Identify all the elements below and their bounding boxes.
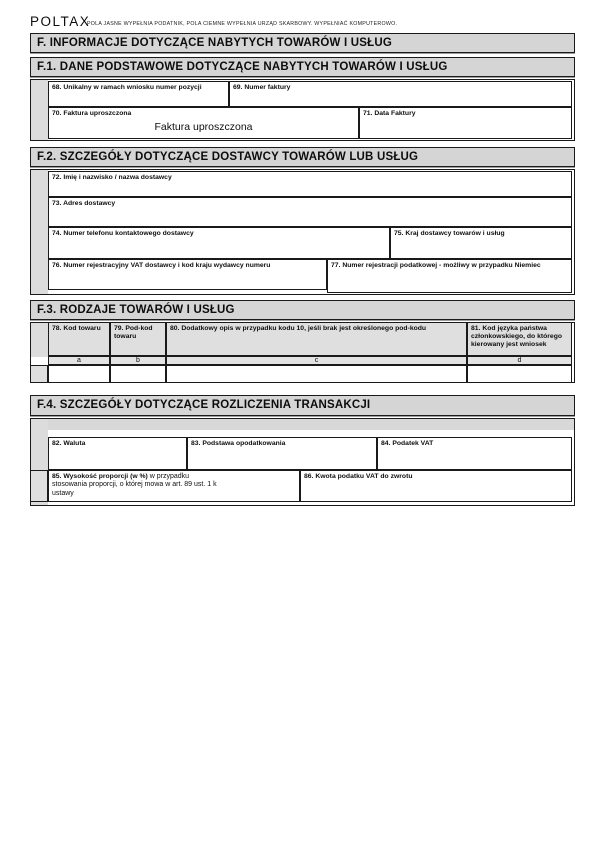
f3-letter-c: c — [314, 357, 319, 364]
field-76[interactable] — [48, 259, 327, 290]
field-86-label: 86. Kwota podatku VAT do zwrotu — [304, 473, 413, 480]
f3-col-81-label: 81. Kod języka państwa członkowskiego, do którego kierowany jest wniosek — [471, 325, 563, 349]
field-85-label — [49, 471, 225, 498]
field-74[interactable] — [48, 227, 390, 259]
office-strip-f1 — [31, 80, 48, 140]
f3-letter-d: d — [517, 357, 522, 364]
field-75-label: 75. Kraj dostawcy towarów i usług — [394, 230, 505, 237]
field-84[interactable] — [377, 437, 572, 470]
f3-col-79-label: 79. Pod-kod towaru — [114, 325, 153, 341]
field-83-label: 83. Podstawa opodatkowania — [191, 440, 286, 447]
field-69-label: 69. Numer faktury — [233, 84, 291, 91]
f3-col-78-label: 78. Kod towaru — [52, 325, 101, 332]
f3-letter-a: a — [77, 357, 81, 364]
f4-office-cell — [30, 470, 48, 502]
f3-col-80-header — [166, 322, 467, 356]
f3-col-80-label: 80. Dodatkowy opis w przypadku kodu 10, jeśli brak jest określonego pod-kodu — [170, 325, 427, 332]
form-instructions: POLA JASNE WYPEŁNIA PODATNIK, POLA CIEMNE WYPEŁNIA URZĄD SKARBOWY. WYPEŁNIAĆ KOMPUTEROWO. — [87, 21, 398, 27]
field-71[interactable] — [359, 107, 572, 139]
field-82-label: 82. Waluta — [52, 440, 86, 447]
field-70[interactable] — [48, 107, 359, 139]
office-strip-f2 — [31, 170, 48, 294]
field-77[interactable] — [327, 259, 572, 293]
field-74-label: 74. Numer telefonu kontaktowego dostawcy — [52, 230, 194, 237]
f3-letter-b-cell — [110, 356, 166, 365]
f3-letter-c-cell — [166, 356, 467, 365]
field-70-label: 70. Faktura uproszczona — [52, 110, 132, 117]
field-83[interactable] — [187, 437, 377, 470]
f3-col-81-header — [467, 322, 572, 356]
f3-letter-d-cell — [467, 356, 572, 365]
field-73-label: 73. Adres dostawcy — [52, 200, 116, 207]
f3-data-cell-b[interactable] — [110, 365, 166, 383]
f3-letter-a-cell — [48, 356, 110, 365]
f3-data-cell-a[interactable] — [48, 365, 110, 383]
field-71-label: 71. Data Faktury — [363, 110, 416, 117]
field-69[interactable] — [229, 81, 572, 107]
field-86[interactable] — [300, 470, 572, 502]
field-72-label: 72. Imię i nazwisko / nazwa dostawcy — [52, 174, 172, 181]
f4-office-band — [31, 419, 574, 430]
office-strip-f3 — [31, 323, 48, 357]
f3-col-79-header — [110, 322, 166, 356]
field-76-label: 76. Numer rejestracyjny VAT dostawcy i kod kraju wydawcy numeru — [52, 262, 271, 269]
section-f2-header: F.2. SZCZEGÓŁY DOTYCZĄCE DOSTAWCY TOWARÓW LUB USŁUG — [30, 147, 575, 167]
field-85-label-bold: 85. Wysokość proporcji (w %) — [52, 473, 148, 480]
field-75[interactable] — [390, 227, 572, 259]
section-f3-header: F.3. RODZAJE TOWARÓW I USŁUG — [30, 300, 575, 320]
field-73[interactable] — [48, 197, 572, 227]
section-f-header: F. INFORMACJE DOTYCZĄCE NABYTYCH TOWARÓW I USŁUG — [30, 33, 575, 53]
field-84-label: 84. Podatek VAT — [381, 440, 434, 447]
section-f1-header: F.1. DANE PODSTAWOWE DOTYCZĄCE NABYTYCH TOWARÓW I USŁUG — [30, 57, 575, 77]
f3-letter-b: b — [136, 357, 140, 364]
f3-data-cell-d[interactable] — [467, 365, 572, 383]
field-70-value: Faktura uproszczona — [154, 121, 253, 133]
field-82[interactable] — [48, 437, 187, 470]
field-85-label-rest: w przypadku stosowania proporcji, o której mowa w art. 89 ust. 1 k ustawy — [52, 473, 217, 497]
f3-data-office-cell — [30, 365, 48, 383]
field-77-label: 77. Numer rejestracji podatkowej - możliwy w przypadku Niemiec — [331, 262, 541, 269]
poltax-brand: POLTAX — [30, 14, 91, 29]
field-68[interactable] — [48, 81, 229, 107]
field-85[interactable] — [48, 470, 300, 502]
field-68-label: 68. Unikalny w ramach wniosku numer pozycji — [52, 84, 202, 91]
f3-data-cell-c[interactable] — [166, 365, 467, 383]
section-f4-header: F.4. SZCZEGÓŁY DOTYCZĄCE ROZLICZENIA TRANSAKCJI — [30, 395, 575, 416]
f3-col-78-header — [48, 322, 110, 356]
field-72[interactable] — [48, 171, 572, 197]
